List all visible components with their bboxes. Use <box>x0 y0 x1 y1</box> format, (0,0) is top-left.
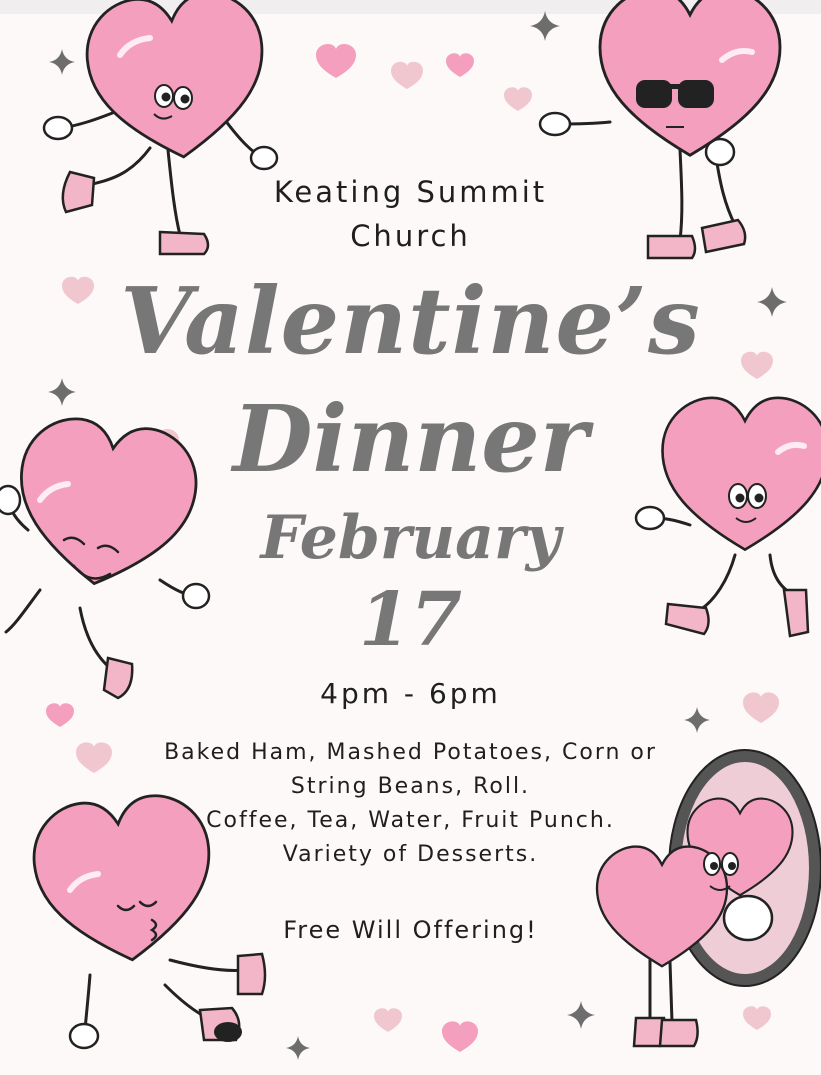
small-heart-icon <box>446 53 474 77</box>
menu-line-2: String Beans, Roll. <box>290 774 531 799</box>
organization-line-1: Keating Summit <box>273 175 548 209</box>
heart-body <box>600 0 780 155</box>
event-time: 4pm - 6pm <box>320 677 501 710</box>
sparkle-icon <box>286 1036 310 1060</box>
small-heart-icon <box>316 44 356 78</box>
small-heart-icon <box>442 1021 478 1052</box>
small-heart-icon <box>743 1006 771 1030</box>
organization-line-2: Church <box>350 219 471 253</box>
small-heart-icon <box>391 62 423 89</box>
event-day: 17 <box>359 577 462 663</box>
small-heart-icon <box>504 87 532 111</box>
event-title-line-2: Dinner <box>232 385 589 493</box>
event-month: February <box>260 503 561 573</box>
menu-line-3: Coffee, Tea, Water, Fruit Punch. <box>206 808 615 833</box>
event-title-line-1: Valentine’s <box>120 267 701 375</box>
menu-line-4: Variety of Desserts. <box>282 842 539 867</box>
menu-line-1: Baked Ham, Mashed Potatoes, Corn or <box>164 740 657 765</box>
menu-list <box>0 736 821 872</box>
sparkle-icon <box>530 11 560 41</box>
sparkle-icon <box>567 1001 595 1029</box>
organization-name <box>0 170 821 258</box>
offering-note: Free Will Offering! <box>283 916 538 944</box>
sparkle-icon <box>49 49 75 75</box>
small-heart-icon <box>374 1008 402 1032</box>
